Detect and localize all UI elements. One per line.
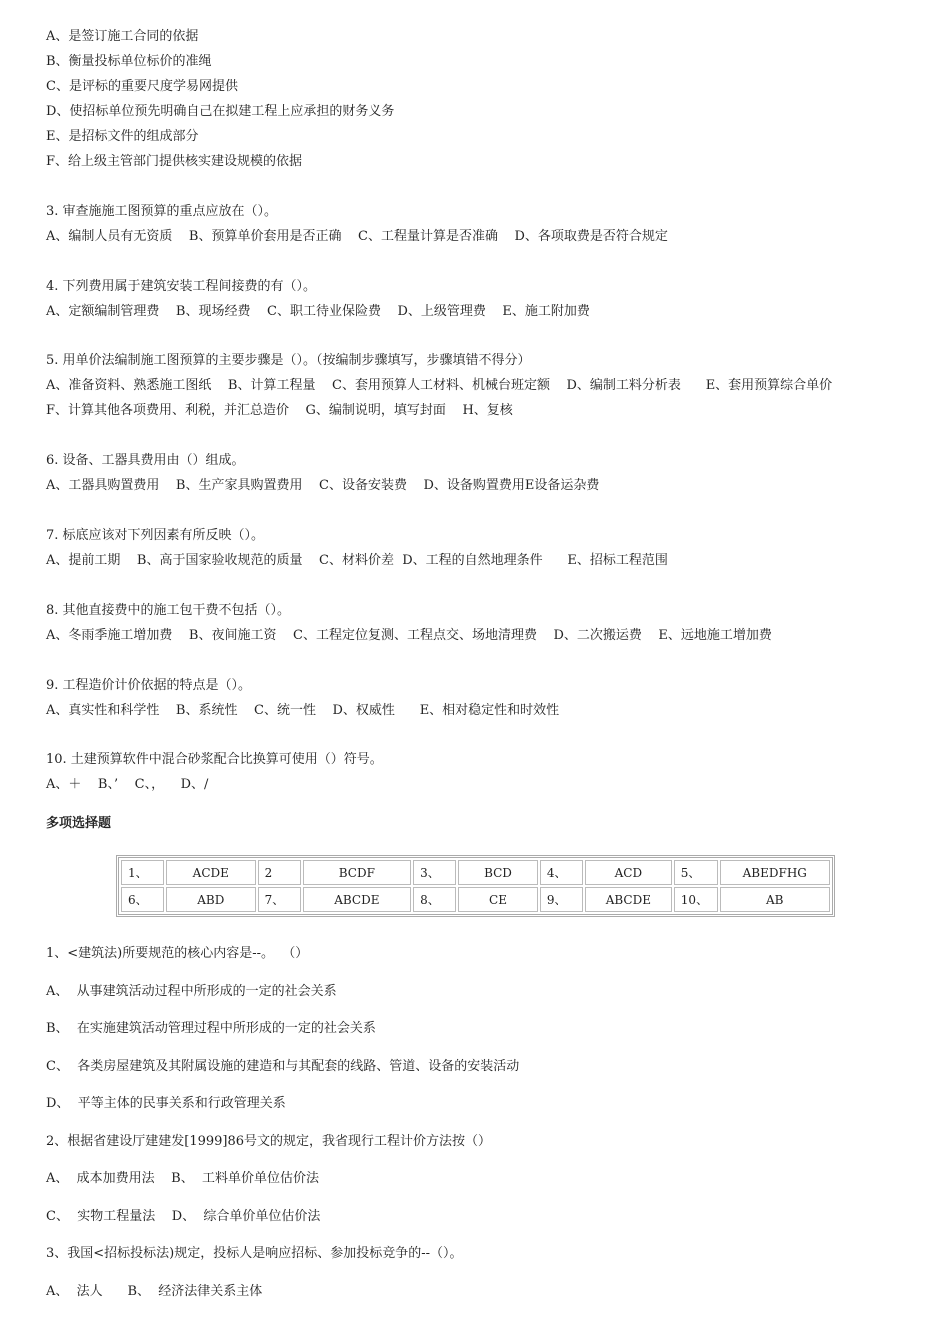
table-row xyxy=(121,860,830,885)
question-5-options-cont: F、计算其他各项费用、利税，并汇总造价 G、编制说明，填写封面 H、复核 xyxy=(46,403,513,419)
table-row xyxy=(121,887,830,912)
question-9-options: A、真实性和科学性 B、系统性 C、统一性 D、权威性 E、相对稳定性和时效性 xyxy=(46,702,560,718)
question-6: 6. 设备、工器具费用由（）组成。 xyxy=(46,453,245,469)
answer-value: ABCDE xyxy=(303,887,412,912)
option-line: A、 法人 B、 经济法律关系主体 xyxy=(46,1283,263,1299)
question-3-options: A、编制人员有无资质 B、预算单价套用是否正确 C、工程量计算是否准确 D、各项取费是否符合规定 xyxy=(46,228,668,244)
answer-number: 1、 xyxy=(121,860,164,885)
multi-choice-questions xyxy=(46,935,906,1310)
answer-value: CE xyxy=(458,887,538,912)
answer-value: BCDF xyxy=(303,860,412,885)
question-8: 8. 其他直接费中的施工包干费不包括（）。 xyxy=(46,602,291,618)
answer-value: ABD xyxy=(166,887,256,912)
option-line: B、 在实施建筑活动管理过程中所形成的一定的社会关系 xyxy=(46,1021,376,1037)
question-10-options: A、＋ B、’ C、， D、/ xyxy=(46,777,209,793)
question-5-options: A、准备资料、熟悉施工图纸 B、计算工程量 C、套用预算人工材料、机械台班定额 D、编制工料分析表 E、套用预算综合单价 xyxy=(46,378,833,394)
answer-number: 7、 xyxy=(258,887,301,912)
multi-question-1: 1、<建筑法)所要规范的核心内容是--。 （） xyxy=(46,946,309,962)
answer-number: 5、 xyxy=(674,860,718,885)
question-4: 4. 下列费用属于建筑安装工程间接费的有（）。 xyxy=(46,278,317,294)
question-7-options: A、提前工期 B、高于国家验收规范的质量 C、材料价差 D、工程的自然地理条件 E、招标工程范围 xyxy=(46,552,668,568)
question-8-options: A、冬雨季施工增加费 B、夜间施工资 C、工程定位复测、工程点交、场地清理费 D、二次搬运费 E、远地施工增加费 xyxy=(46,627,772,643)
question-6-options: A、工器具购置费用 B、生产家具购置费用 C、设备安装费 D、设备购置费用E设备运杂费 xyxy=(46,478,600,494)
option-line: D、使招标单位预先明确自己在拟建工程上应承担的财务义务 xyxy=(46,104,395,119)
answer-number: 8、 xyxy=(413,887,456,912)
answer-number: 3、 xyxy=(413,860,456,885)
option-line: A、是签订施工合同的依据 xyxy=(46,29,199,44)
option-line: F、给上级主管部门提供核实建设规模的依据 xyxy=(46,154,303,169)
option-line: D、 平等主体的民事关系和行政管理关系 xyxy=(46,1096,286,1112)
answer-value: BCD xyxy=(458,860,538,885)
option-line: E、是招标文件的组成部分 xyxy=(46,129,199,144)
answer-number: 2 xyxy=(258,860,301,885)
answer-value: ABCDE xyxy=(585,887,672,912)
question-9: 9. 工程造价计价依据的特点是（）。 xyxy=(46,677,252,693)
answer-value: ACDE xyxy=(166,860,256,885)
answer-number: 6、 xyxy=(121,887,164,912)
question-3: 3. 审查施施工图预算的重点应放在（）。 xyxy=(46,203,278,219)
multi-question-2: 2、根据省建设厅建建发[1999]86号文的规定，我省现行工程计价方法按（） xyxy=(46,1133,492,1149)
section-heading-multi-choice: 多项选择题 xyxy=(46,816,112,832)
option-line: A、 从事建筑活动过程中所形成的一定的社会关系 xyxy=(46,983,337,999)
question-10: 10. 土建预算软件中混合砂浆配合比换算可使用（）符号。 xyxy=(46,752,383,768)
option-line: C、 实物工程量法 D、 综合单价单位估价法 xyxy=(46,1208,321,1224)
answer-value: ABEDFHG xyxy=(720,860,830,885)
multi-question-3: 3、我国<招标投标法)规定，投标人是响应招标、参加投标竞争的--（）。 xyxy=(46,1246,463,1262)
answer-number: 9、 xyxy=(540,887,583,912)
question-7: 7. 标底应该对下列因素有所反映（）。 xyxy=(46,527,265,543)
document-page xyxy=(46,24,906,1310)
option-line: C、是评标的重要尺度学易网提供 xyxy=(46,79,238,94)
option-line: B、衡量投标单位标价的准绳 xyxy=(46,54,212,69)
answer-table-wrapper xyxy=(116,855,906,917)
answer-value: ACD xyxy=(585,860,672,885)
question-4-options: A、定额编制管理费 B、现场经费 C、职工待业保险费 D、上级管理费 E、施工附加费 xyxy=(46,303,590,319)
option-line: C、 各类房屋建筑及其附属设施的建造和与其配套的线路、管道、设备的安装活动 xyxy=(46,1058,520,1074)
q2-options xyxy=(46,24,906,174)
option-line: A、 成本加费用法 B、 工料单价单位估价法 xyxy=(46,1171,320,1187)
answer-table xyxy=(116,855,835,917)
answer-number: 10、 xyxy=(674,887,718,912)
answer-number: 4、 xyxy=(540,860,583,885)
question-5: 5. 用单价法编制施工图预算的主要步骤是（）。（按编制步骤填写，步骤填错不得分） xyxy=(46,353,531,369)
answer-value: AB xyxy=(720,887,830,912)
